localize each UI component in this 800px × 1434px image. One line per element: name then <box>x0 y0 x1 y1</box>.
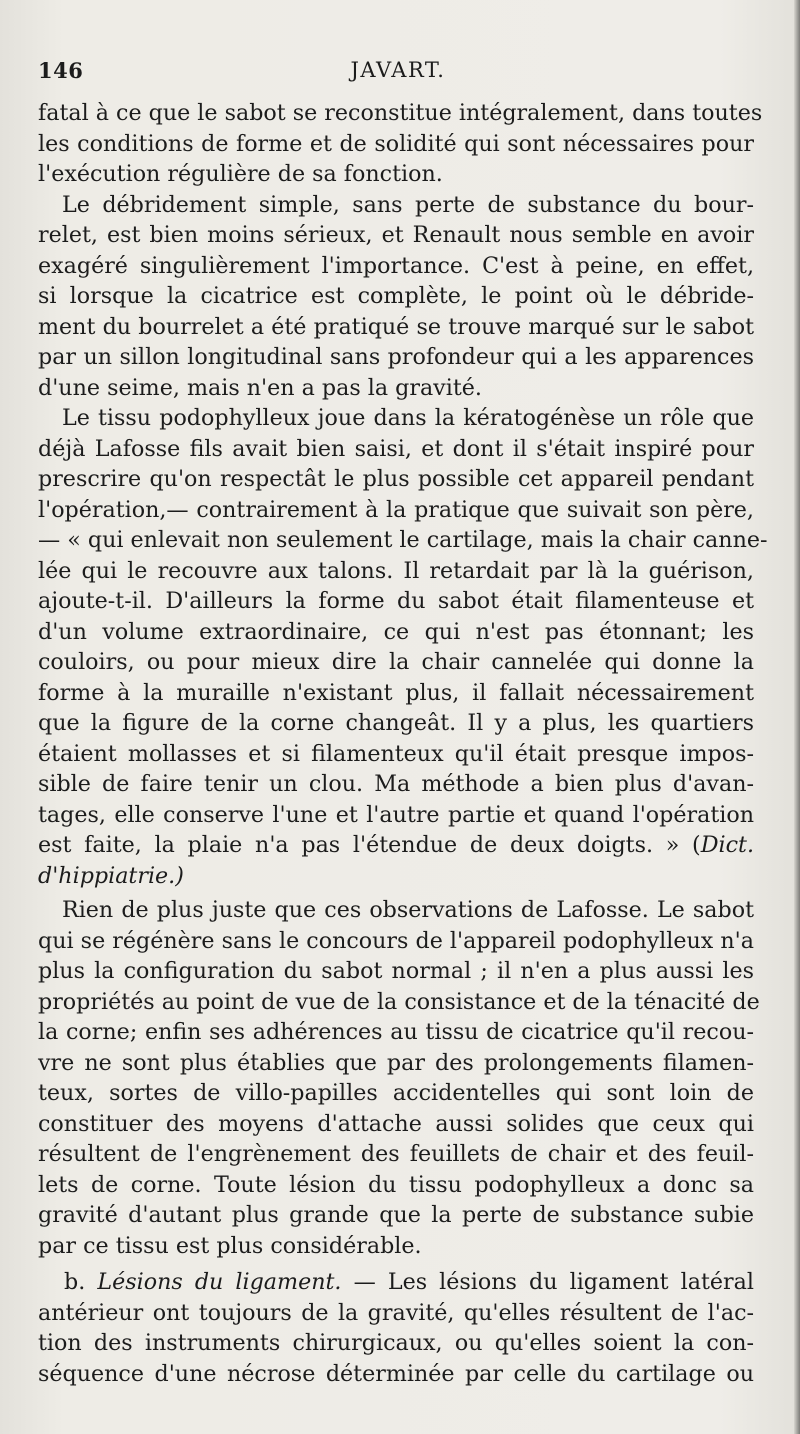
section-heading-text: — Les lésions du ligament latéral <box>353 1269 754 1295</box>
body-text <box>38 98 768 1389</box>
citation-dict: Dict. <box>700 832 754 858</box>
text-line: prescrire qu'on respectât le plus possible cet appareil pendant <box>38 466 754 492</box>
text-line: si lorsque la cicatrice est complète, le point où le débride- <box>38 283 754 309</box>
text-line: exagéré singulièrement l'importance. C'est à peine, en effet, <box>38 252 754 279</box>
paragraph-start-line: Le tissu podophylleux joue dans la kératogénèse un rôle que <box>62 405 754 431</box>
text-line: la corne; enfin ses adhérences au tissu de cicatrice qu'il recou- <box>38 1019 754 1045</box>
page-header <box>38 58 758 88</box>
text-line: lets de corne. Toute lésion du tissu podophylleux a donc sa <box>38 1171 754 1198</box>
text-line: séquence d'une nécrose déterminée par celle du cartilage ou <box>38 1360 754 1387</box>
text-line: par un sillon longitudinal sans profondeur qui a les apparences <box>38 344 754 370</box>
text-line: teux, sortes de villo-papilles accidentelles qui sont loin de <box>38 1080 754 1106</box>
text-line: l'opération,— contrairement à la pratique que suivait son père, <box>38 496 754 523</box>
text-line: tion des instruments chirurgicaux, ou qu'elles soient la con- <box>38 1330 754 1356</box>
text-line: qui se régénère sans le concours de l'appareil podophylleux n'a <box>38 927 754 954</box>
text-line: résultent de l'engrènement des feuillets de chair et des feuil- <box>38 1141 754 1167</box>
text-line: relet, est bien moins sérieux, et Renault nous semble en avoir <box>38 222 754 248</box>
text-line: plus la configuration du sabot normal ; il n'en a plus aussi les <box>38 958 754 984</box>
text-line: lée qui le recouvre aux talons. Il retardait par là la guérison, <box>38 557 754 584</box>
text-line: constituer des moyens d'attache aussi solides que ceux qui <box>38 1110 754 1137</box>
text-line: tages, elle conserve l'une et l'autre partie et quand l'opération <box>38 801 754 828</box>
text-line: l'exécution régulière de sa fonction. <box>38 161 443 187</box>
section-heading-line <box>38 1267 754 1298</box>
text-line: propriétés au point de vue de la consistance et de la ténacité de <box>38 988 760 1015</box>
text-line: couloirs, ou pour mieux dire la chair cannelée qui donne la <box>38 649 754 675</box>
text-line: — « qui enlevait non seulement le cartilage, mais la chair canne- <box>38 527 768 553</box>
text-line: étaient mollasses et si filamenteux qu'il était presque impos- <box>38 740 754 767</box>
text-line: d'un volume extraordinaire, ce qui n'est pas étonnant; les <box>38 618 754 645</box>
text-line: vre ne sont plus établies que par des prolongements filamen- <box>38 1049 754 1076</box>
paragraph-start-line: Le débridement simple, sans perte de substance du bour- <box>62 191 754 218</box>
text-line: gravité d'autant plus grande que la perte de substance subie <box>38 1202 754 1228</box>
text-line: fatal à ce que le sabot se reconstitue intégralement, dans toutes <box>38 100 763 126</box>
text-line: antérieur ont toujours de la gravité, qu'elles résultent de l'ac- <box>38 1299 754 1326</box>
text-line: déjà Lafosse fils avait bien saisi, et dont il s'était inspiré pour <box>38 435 754 462</box>
quote-end-text: est faite, la plaie n'a pas l'étendue de deux doigts. » ( <box>38 832 701 858</box>
text-line: d'une seime, mais n'en a pas la gravité. <box>38 374 482 401</box>
text-line: sible de faire tenir un clou. Ma méthode a bien plus d'avan- <box>38 771 754 797</box>
page-number: 146 <box>38 58 84 83</box>
section-letter: b. <box>64 1269 86 1295</box>
text-line: les conditions de forme et de solidité qui sont nécessaires pour <box>38 130 754 157</box>
citation-continuation: d'hippiatrie.) <box>38 862 184 889</box>
text-line: ajoute-t-il. D'ailleurs la forme du sabot était filamenteuse et <box>38 588 754 614</box>
text-line: ment du bourrelet a été pratiqué se trouve marqué sur le sabot <box>38 313 754 340</box>
text-line-with-citation <box>38 830 754 861</box>
text-line: que la figure de la corne changeât. Il y a plus, les quartiers <box>38 710 754 736</box>
section-title: Lésions du ligament. <box>97 1269 342 1295</box>
text-line: par ce tissu est plus considérable. <box>38 1232 422 1259</box>
running-title: JAVART. <box>350 58 446 82</box>
paragraph-start-line: Rien de plus juste que ces observations de Lafosse. Le sabot <box>62 897 754 923</box>
text-line: forme à la muraille n'existant plus, il fallait nécessairement <box>38 679 754 706</box>
page-edge-shadow <box>794 0 800 1434</box>
